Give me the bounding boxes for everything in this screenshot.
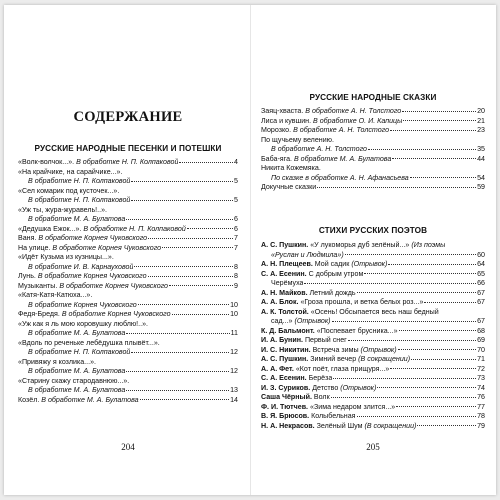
toc-entry: [261, 393, 485, 403]
toc-entry-italic: (Отрывок): [351, 260, 388, 268]
toc-entry: [18, 225, 238, 235]
toc-entry-page: 70: [477, 345, 485, 354]
toc-entry-text: Ваня.: [18, 234, 39, 242]
toc-entry-title: [271, 279, 303, 289]
toc-entry: [261, 241, 485, 251]
toc-entry: [18, 263, 238, 273]
toc-entry-italic: По сказке в обработке А. Н. Афанасьева: [271, 173, 409, 182]
toc-entry-text: Детство: [312, 383, 341, 392]
toc-entry-text: «Вдоль по реченьке лебёдушка плывёт...».: [18, 338, 160, 347]
toc-entry: [261, 298, 485, 308]
toc-entry: [261, 412, 485, 422]
toc-entry: [261, 317, 485, 327]
toc-entry-title: [18, 339, 160, 349]
toc-entry-page: 79: [477, 421, 485, 430]
dot-leader: [364, 273, 476, 274]
toc-entry-page: 12: [230, 348, 238, 356]
toc-entry-author: Саша Чёрный.: [261, 393, 314, 401]
toc-entry-page: 60: [477, 250, 485, 259]
toc-entry-text: По щучьему велению.: [261, 135, 334, 144]
toc-entry-title: [18, 234, 147, 244]
toc-entry: [261, 251, 485, 261]
toc-entry-text: Колыбельная: [311, 412, 356, 420]
toc-entry-title: [261, 270, 363, 280]
dot-leader: [396, 406, 476, 407]
toc-entry-italic: В обработке Н. П. Колпаковой: [28, 348, 131, 356]
toc-entry: [18, 339, 238, 349]
toc-entry-page: 13: [230, 386, 238, 394]
toc-entry-title: [261, 260, 387, 270]
toc-entry-italic: (Отрывок): [340, 383, 377, 392]
dot-leader: [399, 330, 477, 331]
dot-leader: [126, 333, 229, 334]
toc-entry-author: И. А. Бунин.: [261, 336, 305, 344]
toc-entry-text: «Дедушка Ежок...».: [18, 224, 84, 233]
toc-entry-text: Федя-Бредя.: [18, 310, 62, 318]
toc-entry: [18, 367, 238, 377]
toc-entry: [261, 374, 485, 384]
toc-entry-page: 77: [477, 402, 485, 411]
toc-entry-title: [261, 393, 330, 403]
toc-entry-title: [261, 298, 423, 308]
toc-entry-title: [18, 396, 139, 406]
toc-entry-page: 65: [477, 269, 485, 278]
toc-entry-title: [18, 282, 168, 292]
toc-entry: [261, 327, 485, 337]
toc-entry-author: А. Н. Майков.: [261, 288, 310, 297]
section-title-songs: РУССКИЕ НАРОДНЫЕ ПЕСЕНКИ И ПОТЕШКИ: [34, 144, 222, 153]
toc-entry-title: [271, 317, 331, 327]
toc-entry-text: Морозко.: [261, 126, 294, 134]
toc-entry-title: [28, 177, 130, 187]
toc-entry-italic: В обработке М. А. Булатова: [28, 386, 126, 394]
toc-entry-title: [261, 365, 389, 375]
toc-entry: [261, 308, 485, 318]
toc-entry-page: 71: [477, 355, 485, 363]
toc-entry-author: В. Я. Брюсов.: [261, 412, 312, 420]
dot-leader: [345, 254, 476, 255]
toc-entry-italic: В обработке М. А. Булатова: [28, 329, 126, 337]
toc-entry: [261, 384, 485, 394]
toc-entry-text: Мой садик: [314, 260, 352, 268]
toc-entry-title: [18, 377, 129, 387]
toc-entry: [18, 244, 238, 254]
contents-heading: СОДЕРЖАНИЕ: [73, 109, 183, 125]
toc-entry-title: [18, 291, 92, 301]
toc-entry-text: «Гроза прошла, и ветка белых роз...»: [300, 298, 424, 306]
toc-entry-page: 8: [234, 272, 238, 280]
toc-entry-text: сад...»: [271, 317, 295, 325]
toc-entry: [18, 177, 238, 187]
toc-entry-author: И. С. Никитин.: [261, 345, 313, 354]
toc-entry-title: [28, 348, 130, 358]
toc-entry-page: 12: [230, 367, 238, 375]
toc-entry-italic: В обработке Н. П. Колпаковой: [83, 224, 186, 233]
toc-entry-text: Музыканты.: [18, 281, 60, 290]
toc-entry-text: Берёза: [308, 374, 333, 382]
dot-leader: [392, 158, 476, 159]
toc-entry: [18, 206, 238, 216]
toc-entry-author: Н. А. Некрасов.: [261, 421, 317, 430]
toc-entry-author: С. А. Есенин.: [261, 269, 309, 278]
toc-entry-text: Встреча зимы: [312, 345, 361, 354]
toc-entry-italic: (В сокращении): [364, 421, 417, 430]
toc-entry-italic: В обработке Корнея Чуковского: [61, 310, 171, 318]
dot-leader: [126, 219, 233, 220]
dot-leader: [410, 177, 476, 178]
toc-entry-author: К. Д. Бальмонт.: [261, 326, 317, 335]
toc-entry-author: А. Н. Плещеев.: [261, 260, 315, 268]
toc-entry-title: [261, 117, 402, 127]
toc-entry-title: [18, 187, 119, 197]
toc-entry-page: 68: [477, 326, 485, 335]
toc-entry-italic: В обработке М. А. Булатова: [28, 367, 126, 375]
toc-entry-page: 7: [234, 243, 238, 252]
toc-entry-italic: В обработке Н. П. Колпаковой: [28, 196, 131, 204]
toc-entry: [18, 187, 238, 197]
dot-leader: [172, 314, 230, 315]
toc-entry-italic: «Руслан и Людмила»): [271, 250, 344, 259]
toc-entry-page: 10: [230, 300, 238, 309]
toc-entry-title: [18, 158, 178, 168]
toc-entry: [261, 270, 485, 280]
toc-entry-page: 21: [477, 116, 485, 125]
toc-entry-author: А. А. Фет.: [261, 364, 296, 373]
toc-entry-title: [261, 355, 410, 365]
toc-entry-page: 23: [477, 126, 485, 134]
toc-entry-text: «Сел комарик под кусточек...».: [18, 186, 120, 195]
toc-entry: [261, 355, 485, 365]
toc-entry: [261, 260, 485, 270]
toc-entry: [18, 358, 238, 368]
toc-entry-text: «Привяжу я козлика...».: [18, 357, 96, 366]
toc-entry-page: 9: [234, 281, 238, 290]
toc-entry: [261, 336, 485, 346]
toc-entry: [261, 289, 485, 299]
toc-entry-page: 59: [477, 183, 485, 191]
toc-entry-italic: В обработке Н. П. Колпаковой: [28, 177, 131, 185]
toc-entry-page: 64: [477, 260, 485, 268]
toc-list-tales: [261, 107, 485, 193]
toc-entry: [261, 365, 485, 375]
toc-entry-title: [28, 263, 133, 273]
toc-entry-text: «Уж как я ль мою коровушку люблю!..».: [18, 319, 149, 328]
toc-entry-italic: (В сокращении): [358, 355, 411, 363]
dot-leader: [368, 149, 476, 150]
toc-entry-title: [261, 308, 439, 318]
toc-entry-page: 6: [234, 215, 238, 223]
toc-entry-page: 72: [477, 364, 485, 373]
dot-leader: [134, 266, 233, 267]
dot-leader: [162, 247, 233, 248]
toc-entry-title: [28, 196, 130, 206]
toc-entry-title: [18, 206, 107, 216]
dot-leader: [140, 399, 230, 400]
toc-entry-italic: (Из поэмы: [411, 241, 446, 249]
toc-entry-author: А. С. Пушкин.: [261, 355, 311, 363]
toc-entry-text: Лиса и кувшин.: [261, 116, 314, 125]
dot-leader: [390, 368, 476, 369]
toc-entry-page: 4: [234, 158, 238, 166]
toc-entry-page: 8: [234, 262, 238, 271]
toc-entry-title: [261, 107, 401, 117]
toc-entry-page: 69: [477, 336, 485, 344]
toc-entry-title: [261, 183, 316, 193]
toc-entry-italic: В обработке М. А. Булатова: [28, 215, 126, 223]
toc-entry-italic: (Отрывок): [360, 345, 397, 354]
toc-entry-italic: В обработке А. Н. Толстого: [271, 145, 367, 153]
toc-entry-page: 66: [477, 279, 485, 287]
toc-entry-title: [18, 244, 161, 254]
toc-entry-page: 67: [477, 298, 485, 306]
toc-entry-page: 5: [234, 196, 238, 204]
toc-entry-title: [28, 301, 137, 311]
dot-leader: [169, 285, 233, 286]
toc-entry-title: [18, 310, 171, 320]
dot-leader: [148, 276, 234, 277]
toc-entry-text: Козёл.: [18, 395, 42, 404]
toc-entry: [261, 183, 485, 193]
toc-entry-title: [261, 164, 321, 174]
toc-entry-title: [261, 422, 416, 432]
toc-list-songs: [18, 158, 238, 405]
toc-entry-italic: В обработке А. Н. Толстого: [293, 126, 390, 134]
dot-leader: [424, 302, 476, 303]
toc-entry: [18, 386, 238, 396]
dot-leader: [357, 416, 477, 417]
toc-entry-author: И. З. Суриков.: [261, 383, 313, 392]
dot-leader: [332, 321, 477, 322]
toc-entry-page: 10: [230, 310, 238, 318]
toc-entry: [261, 117, 485, 127]
toc-entry: [261, 126, 485, 136]
toc-entry-text: «Старину скажу стародавнюю...».: [18, 376, 130, 385]
toc-entry-italic: В обработке Корнея Чуковского: [52, 243, 162, 252]
toc-entry-page: 54: [477, 173, 485, 182]
toc-entry-title: [261, 327, 398, 337]
toc-entry-text: «Осень! Обсыпается весь наш бедный: [310, 307, 439, 316]
toc-entry-italic: В обработке Корнея Чуковского: [38, 234, 148, 242]
toc-entry: [261, 174, 485, 184]
toc-entry-text: Зелёный Шум: [316, 421, 365, 430]
toc-entry-text: Волк: [313, 393, 330, 401]
toc-entry: [261, 136, 485, 146]
toc-entry-title: [271, 251, 344, 261]
toc-entry: [18, 234, 238, 244]
toc-entry-title: [261, 412, 356, 422]
dot-leader: [331, 397, 476, 398]
toc-entry: [18, 215, 238, 225]
toc-entry-text: «Идёт Кузьма из кузницы...».: [18, 253, 114, 261]
toc-entry: [18, 158, 238, 168]
toc-entry: [18, 196, 238, 206]
toc-entry: [261, 164, 485, 174]
toc-entry-title: [261, 403, 395, 413]
dot-leader: [398, 349, 476, 350]
dot-leader: [377, 387, 476, 388]
dot-leader: [357, 292, 477, 293]
toc-entry: [18, 253, 238, 263]
toc-entry-author: А. К. Толстой.: [261, 307, 311, 316]
toc-entry-page: 35: [477, 145, 485, 153]
dot-leader: [317, 187, 476, 188]
toc-entry-title: [18, 320, 148, 330]
toc-entry-text: Летний дождь: [309, 288, 356, 297]
toc-entry-title: [28, 215, 125, 225]
dot-leader: [138, 304, 229, 305]
section-title-tales: РУССКИЕ НАРОДНЫЕ СКАЗКИ: [309, 93, 437, 102]
toc-entry-italic: (Отрывок): [294, 317, 331, 325]
toc-entry-text: «На крайчике, на сарайчике...».: [18, 167, 123, 176]
toc-entry: [18, 377, 238, 387]
toc-entry-italic: В обработке Корнея Чуковского: [59, 281, 169, 290]
dot-leader: [411, 359, 476, 360]
toc-entry-text: Лунь.: [18, 272, 38, 280]
toc-entry-italic: В обработке И. В. Карнауховой: [28, 262, 134, 271]
dot-leader: [333, 378, 476, 379]
toc-entry-title: [261, 384, 376, 394]
toc-entry-author: А. С. Пушкин.: [261, 241, 311, 249]
toc-entry: [18, 291, 238, 301]
toc-entry-text: Заяц-хваста.: [261, 107, 306, 115]
dot-leader: [126, 390, 229, 391]
toc-entry-author: А. А. Блок.: [261, 298, 301, 306]
left-page: [18, 5, 238, 495]
toc-entry-title: [28, 367, 125, 377]
dot-leader: [131, 181, 233, 182]
toc-entry-page: 7: [234, 234, 238, 242]
toc-entry-text: Первый снег: [304, 336, 347, 344]
toc-entry-text: «У лукоморья дуб зелёный...»: [310, 241, 412, 249]
toc-entry-title: [271, 174, 409, 184]
toc-entry-title: [18, 358, 96, 368]
book-gutter: [250, 5, 251, 495]
toc-entry: [261, 145, 485, 155]
toc-entry-page: 76: [477, 393, 485, 401]
toc-entry: [18, 301, 238, 311]
toc-entry-title: [28, 386, 125, 396]
dot-leader: [403, 120, 476, 121]
toc-entry-text: Черёмуха: [271, 279, 304, 287]
dot-leader: [179, 162, 233, 163]
toc-entry-title: [28, 329, 125, 339]
dot-leader: [390, 130, 476, 131]
toc-entry-italic: В обработке Н. П. Колпаковой: [76, 158, 179, 166]
toc-entry-text: Баба-яга.: [261, 154, 294, 163]
toc-entry-page: 67: [477, 288, 485, 297]
toc-entry: [18, 396, 238, 406]
toc-entry-page: 6: [234, 224, 238, 233]
toc-entry: [261, 403, 485, 413]
toc-entry-text: «Зима недаром злится...»: [310, 402, 396, 411]
toc-entry-text: Докучные сказки: [261, 183, 317, 191]
toc-entry-text: Никита Кожемяка.: [261, 164, 321, 172]
toc-entry-text: «Поспевает брусника...»: [316, 326, 398, 335]
toc-entry-title: [261, 336, 347, 346]
toc-entry-page: 78: [477, 412, 485, 420]
toc-entry: [261, 107, 485, 117]
toc-entry-text: «Катя-Катя-Катюха...».: [18, 291, 93, 299]
toc-entry-title: [261, 241, 445, 251]
toc-entry: [18, 272, 238, 282]
toc-entry: [18, 320, 238, 330]
toc-entry-italic: В обработке О. И. Капицы: [313, 116, 403, 125]
dot-leader: [148, 238, 233, 239]
toc-entry: [18, 348, 238, 358]
toc-entry-text: «Кот поёт, глаза прищуря...»: [295, 364, 390, 373]
toc-entry-title: [261, 346, 397, 356]
toc-entry-title: [18, 168, 122, 178]
toc-entry-italic: В обработке Корнея Чуковского: [37, 272, 147, 280]
dot-leader: [388, 264, 476, 265]
toc-entry-title: [271, 145, 367, 155]
dot-leader: [417, 425, 476, 426]
toc-entry: [18, 282, 238, 292]
book-spread: [4, 5, 496, 495]
toc-entry-title: [18, 225, 186, 235]
toc-entry-page: 5: [234, 177, 238, 185]
dot-leader: [126, 371, 229, 372]
toc-entry-italic: В обработке М. А. Булатова: [41, 395, 139, 404]
dot-leader: [187, 228, 233, 229]
toc-entry-page: 20: [477, 107, 485, 115]
section-title-poems: СТИХИ РУССКИХ ПОЭТОВ: [318, 226, 428, 235]
toc-entry-page: 11: [230, 329, 238, 337]
toc-entry-page: 44: [477, 154, 485, 163]
toc-entry-title: [261, 155, 391, 165]
dot-leader: [348, 340, 476, 341]
toc-entry-title: [261, 136, 334, 146]
toc-entry-title: [261, 374, 332, 384]
dot-leader: [304, 283, 476, 284]
toc-entry-page: 73: [477, 374, 485, 382]
dot-leader: [402, 111, 476, 112]
toc-entry-italic: В обработке Корнея Чуковского: [28, 300, 137, 309]
toc-entry-page: 67: [477, 317, 485, 325]
page-number-left: 204: [121, 442, 135, 452]
toc-entry: [18, 310, 238, 320]
toc-entry-title: [18, 253, 114, 263]
toc-entry-page: 14: [230, 395, 238, 404]
toc-entry: [18, 168, 238, 178]
toc-entry: [18, 329, 238, 339]
page-number-right: 205: [366, 442, 380, 452]
dot-leader: [131, 352, 229, 353]
toc-entry-italic: В обработке А. Н. Толстого: [305, 107, 402, 115]
toc-list-poems: [261, 241, 485, 431]
toc-entry-text: «Волк-волчок...».: [18, 158, 77, 166]
toc-entry-title: [261, 289, 356, 299]
toc-entry: [261, 346, 485, 356]
toc-entry: [261, 155, 485, 165]
toc-entry-text: На улице.: [18, 243, 53, 252]
toc-entry: [261, 279, 485, 289]
toc-entry-title: [261, 126, 389, 136]
toc-entry-text: Зимний вечер: [310, 355, 359, 363]
toc-entry-italic: В обработке М. А. Булатова: [293, 154, 392, 163]
toc-entry-title: [18, 272, 147, 282]
toc-entry-page: 74: [477, 383, 485, 392]
toc-entry-text: «Уж ты, жура-журавель!..».: [18, 205, 108, 214]
toc-entry-text: С добрым утром: [308, 269, 364, 278]
toc-entry-author: Ф. И. Тютчев.: [261, 402, 310, 411]
toc-entry: [261, 422, 485, 432]
right-page: [261, 5, 485, 495]
toc-entry-author: С. А. Есенин.: [261, 374, 309, 382]
dot-leader: [131, 200, 233, 201]
